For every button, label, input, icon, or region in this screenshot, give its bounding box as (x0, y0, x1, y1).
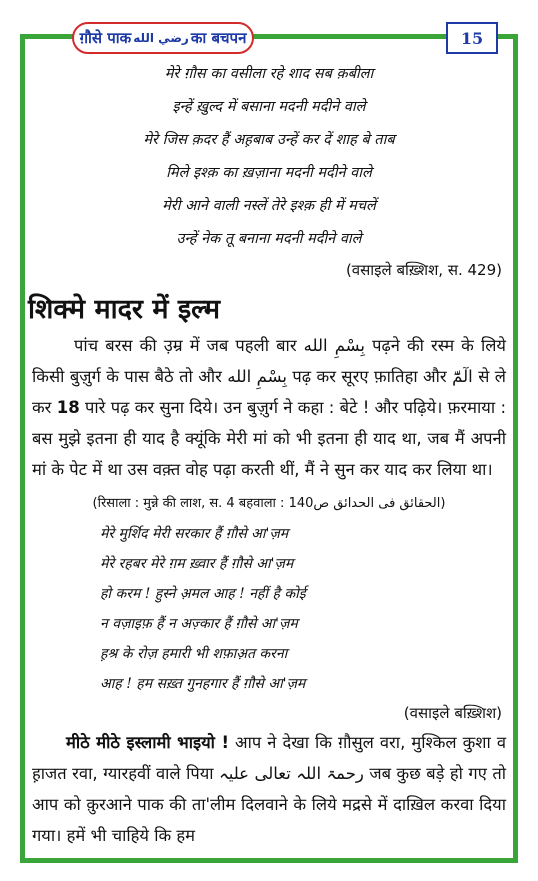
page-number: 15 (446, 22, 498, 54)
frame-left-border (20, 34, 25, 863)
frame-right-border (513, 34, 518, 863)
poem-line: आह ! हम सख़्त गुनहगार हैं ग़ौसे आ'ज़म (100, 676, 306, 692)
para-lead: मीठे मीठे इस्लामी भाइयो ! (66, 733, 229, 752)
poem-line: मेरी आने वाली नस्लें तेरे इश्क़ ही में मचलें (162, 198, 376, 214)
page-content (28, 58, 507, 851)
poem-line: हो करम ! हुस्ने अ़मल आह ! नहीं है कोई (100, 586, 306, 602)
para-text: जब कुछ बड़े हो गए तो आप को क़ुरआने पाक की ता'लीम दिलवाने के लिये मद्रसे में दाख़िल करवा दिया गया। हमें भी चाहिये कि हम (32, 764, 506, 845)
para-text: से ले कर (32, 367, 506, 417)
poem-line: ह़श्र के रोज़ हमारी भी शफ़ाअ़त करना (100, 646, 288, 662)
poem-line: न वज़ाइफ़ हैं न अज़्कार हैं ग़ौसे आ'ज़म (100, 616, 298, 632)
paragraph-2 (32, 727, 506, 851)
section-heading: शिक्मे मादर में इल्म (28, 294, 221, 325)
poem-line: उन्हें नेक तू बनाना मदनी मदीने वाले (176, 231, 362, 247)
para-text: पारे पढ़ कर सुना दिये। उन बुज़ुर्ग ने कहा : बेटे ! और पढ़िये। फ़रमाया : बस मुझे इतना ही याद है क्यूंकि मेरी मां को भी इतना ही याद था, जब मैं अपनी मां के पेट में था उस वक़्त वोह पढ़ा करती थीं, मैं ने सुन कर याद कर लिया था। (32, 398, 507, 479)
para-text: पढ़ने की रस्म के लिये किसी बुज़ुर्ग के पास बैठे तो और (32, 336, 506, 386)
frame-bottom-border (20, 858, 518, 863)
header-title-right: का बचपन (190, 29, 247, 47)
running-header (72, 22, 254, 54)
poem-line: मिले इश्क़ का ख़ज़ाना मदनी मदीने वाले (166, 165, 372, 181)
reference-2: (वसाइले बख़्शिश) (403, 704, 502, 722)
poem-1 (32, 58, 506, 256)
poem-line: मेरे जिस क़दर हैं अह़बाब उन्हें कर दें शाह बे ताब (143, 132, 395, 148)
para-text: आप ने देखा कि ग़ौसुल वरा, मुश्किल कुशा व ह़ाजत रवा, ग्यारहवीं वाले पिया (32, 733, 506, 783)
para-text: पढ़ कर सूरए फ़ातिहा और (286, 367, 453, 386)
header-title-left: ग़ौसे पाक (79, 29, 132, 47)
poem-line: मेरे ग़ौस का वसीला रहे शाद सब क़बीला (164, 66, 374, 82)
poem-2 (32, 519, 506, 699)
arabic-alif-lam-mim: الٓمّٓ (452, 367, 473, 386)
header-title-mark: رضي الله (133, 31, 189, 45)
reference-1: (वसाइले बख़्शिश, स. 429) (345, 261, 502, 279)
citation: (रिसाला : मुन्ने की लाश, स. 4 बहवाला : الحقائق فی الحدائق ص140) (92, 496, 446, 511)
para-text: पांच बरस की उ़म्र में जब पहली बार (74, 336, 304, 355)
poem-line: मेरे मुर्शिद मेरी सरकार हैं ग़ौसे आ'ज़म (100, 526, 289, 542)
arabic-bismillah: بِسْمِ الله (227, 367, 287, 386)
poem-line: इन्हें ख़ुल्द में बसाना मदनी मदीने वाले (172, 99, 366, 115)
poem-line: मेरे रहबर मेरे ग़म ख़्वार हैं ग़ौसे आ'ज़म (100, 556, 294, 572)
arabic-bismillah: بِسْمِ الله (303, 336, 365, 355)
para-number: 18 (56, 398, 80, 417)
arabic-honorific: رحمۃ اللہ تعالی علیہ (219, 764, 364, 783)
paragraph-1 (32, 330, 506, 485)
